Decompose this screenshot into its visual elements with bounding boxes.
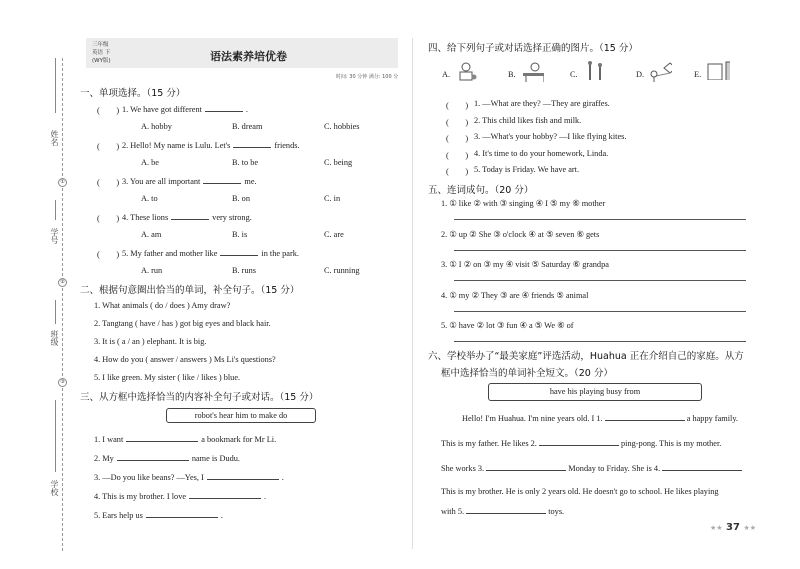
passage-blank-1[interactable] <box>605 413 685 421</box>
section-5-title: 五、连词成句。（20 分） <box>428 185 534 196</box>
circle-2: ② <box>58 278 67 287</box>
number-label: 学号 <box>50 228 59 244</box>
answer-line[interactable] <box>454 341 746 342</box>
fill-text-pre: 5. Ears help us <box>94 511 143 520</box>
giraffes-icon <box>582 60 606 80</box>
option-c[interactable]: C. in <box>324 194 341 203</box>
fill-text-pre: 3. —Do you like beans? —Yes, I <box>94 473 204 482</box>
choice-answer-paren[interactable]: ( ) <box>97 106 120 115</box>
section-6-title-line1: 六、学校举办了“最美家庭”评选活动，Huahua 正在介绍自己的家庭。从方 <box>428 351 744 362</box>
question-text: 2. Hello! My name is Lulu. Let's <box>122 141 231 150</box>
passage-blank-3[interactable] <box>486 463 566 471</box>
word-order-question: 4. ① my ② They ③ are ④ friends ⑤ animal <box>441 290 589 300</box>
school-field[interactable] <box>55 400 56 472</box>
grade-info: 三年级 英语 下 (WY版) <box>92 42 111 64</box>
option-a[interactable]: A. am <box>141 230 162 239</box>
circle-question[interactable]: 2. Tangtang ( have / has ) got big eyes and black hair. <box>94 319 271 328</box>
section-2-title: 二、根据句意圈出恰当的单词，补全句子。（15 分） <box>80 285 300 296</box>
question-end: in the park. <box>261 249 299 258</box>
word-box-3: robot's hear him to make do <box>166 408 316 423</box>
fill-text-post: name is Dudu. <box>191 454 240 463</box>
passage-blank-2[interactable] <box>539 438 619 446</box>
question-end: me. <box>244 177 257 186</box>
picture-question: 4. It's time to do your homework, Linda. <box>474 148 609 158</box>
fill-text-pre: 2. My <box>94 454 114 463</box>
question-text: 4. These lions <box>122 213 169 222</box>
circle-question[interactable]: 3. It is ( a / an ) elephant. It is big. <box>94 337 207 346</box>
question-blank[interactable] <box>171 212 209 220</box>
answer-line[interactable] <box>454 280 746 281</box>
option-c[interactable]: C. hobbies <box>324 122 360 131</box>
question-end: . <box>245 105 248 114</box>
question-text: 3. You are all important <box>122 177 201 186</box>
choice-question <box>122 104 248 114</box>
child-eating-icon <box>454 62 478 82</box>
flying-kite-icon <box>648 62 672 82</box>
circle-3: ③ <box>58 378 67 387</box>
passage-line-1: Hello! I'm Huahua. I'm nine years old. I 1. a happy family. <box>462 414 739 423</box>
section-4-title: 四、给下列句子或对话选择正确的图片。（15 分） <box>428 43 638 54</box>
answer-line[interactable] <box>454 219 746 220</box>
word-order-question: 5. ① have ② lot ③ fun ④ a ⑤ We ⑥ of <box>441 321 574 330</box>
option-a[interactable]: A. hobby <box>141 122 172 131</box>
option-b[interactable]: B. is <box>232 230 248 239</box>
word-order-question: 3. ① I ② on ③ my ④ visit ⑤ Saturday ⑥ grandpa <box>441 260 609 269</box>
fill-text-post: . <box>220 511 223 520</box>
option-a[interactable]: A. be <box>141 158 159 167</box>
choice-question <box>122 248 299 258</box>
fill-blank[interactable] <box>117 453 189 461</box>
cut-line <box>62 58 63 551</box>
name-field[interactable] <box>55 58 56 113</box>
question-blank[interactable] <box>203 176 241 184</box>
homework-desk-icon <box>520 62 544 82</box>
choice-question <box>122 212 252 222</box>
question-end: friends. <box>274 141 300 150</box>
fill-text-pre: 4. This is my brother. I love <box>94 492 187 501</box>
time-score-meta: 时间: 30 分钟 满分: 100 分 <box>336 74 399 80</box>
choice-answer-paren[interactable]: ( ) <box>97 178 120 187</box>
picture-answer-paren[interactable]: ( ) <box>446 167 469 176</box>
word-order-question: 2. ① up ② She ③ o'clock ④ at ⑤ seven ⑥ gets <box>441 229 600 239</box>
fill-text-post: a bookmark for Mr Li. <box>201 435 277 444</box>
picture-answer-paren[interactable]: ( ) <box>446 134 469 143</box>
option-c[interactable]: C. being <box>324 158 353 167</box>
circle-question[interactable]: 1. What animals ( do / does ) Amy draw? <box>94 301 231 310</box>
passage-line-4: This is my brother. He is only 2 years old. He doesn't go to school. He likes playing <box>441 487 719 496</box>
picture-question: 3. —What's your hobby? —I like flying kites. <box>474 132 627 141</box>
fill-text-post: . <box>281 473 284 482</box>
choice-answer-paren[interactable]: ( ) <box>97 214 120 223</box>
option-b[interactable]: B. runs <box>232 266 256 275</box>
option-b[interactable]: B. to be <box>232 158 259 167</box>
passage-line-3: She works 3. Monday to Friday. She is 4. <box>441 463 742 473</box>
pic-label-d: D. <box>636 70 645 79</box>
picture-answer-paren[interactable]: ( ) <box>446 150 469 160</box>
question-blank[interactable] <box>205 104 243 112</box>
picture-answer-paren[interactable]: ( ) <box>446 101 469 110</box>
question-blank[interactable] <box>233 140 271 148</box>
class-field[interactable] <box>55 300 56 324</box>
section-1-title: 一、单项选择。（15 分） <box>80 88 186 99</box>
passage-blank-5[interactable] <box>466 506 546 514</box>
passage-line-5: with 5. toys. <box>441 507 565 516</box>
section-6-title-line2: 框中选择恰当的单词补全短文。（20 分） <box>441 368 613 379</box>
fill-question <box>94 491 266 501</box>
name-label: 姓名 <box>50 130 59 146</box>
choice-question <box>122 176 257 186</box>
option-c[interactable]: C. are <box>324 230 344 239</box>
picture-question: 5. Today is Friday. We have art. <box>474 165 580 174</box>
page-number: ★★ 37 ★★ <box>709 522 756 533</box>
fill-blank[interactable] <box>126 434 198 442</box>
column-divider <box>412 38 413 549</box>
word-box-6: have his playing busy from <box>488 383 702 401</box>
word-order-question: 1. ① like ② with ③ singing ④ I ⑤ my ⑥ mother <box>441 199 606 208</box>
option-a[interactable]: A. to <box>141 194 158 203</box>
choice-answer-paren[interactable]: ( ) <box>97 250 120 259</box>
option-a[interactable]: A. run <box>141 266 163 275</box>
picture-answer-paren[interactable]: ( ) <box>446 117 469 127</box>
fill-question <box>94 510 223 520</box>
school-label: 学校 <box>50 480 59 496</box>
fill-blank[interactable] <box>146 510 218 518</box>
fill-question <box>94 453 240 463</box>
picture-question: 2. This child likes fish and milk. <box>474 115 582 125</box>
circle-1: ① <box>58 178 67 187</box>
question-text: 1. We have got different <box>122 105 202 114</box>
page-title: 语法素养培优卷 <box>210 50 287 63</box>
answer-line[interactable] <box>454 311 746 312</box>
question-text: 5. My father and mother like <box>122 249 218 258</box>
fill-question <box>94 472 284 482</box>
option-b[interactable]: B. on <box>232 194 250 203</box>
number-field[interactable] <box>55 200 56 220</box>
section-3-title: 三、从方框中选择恰当的内容补全句子或对话。（15 分） <box>80 392 319 403</box>
answer-line[interactable] <box>454 250 746 251</box>
circle-question[interactable]: 4. How do you ( answer / answers ) Ms Li's questions? <box>94 355 276 364</box>
pic-label-e: E. <box>694 70 702 79</box>
question-end: very strong. <box>212 213 252 222</box>
circle-question[interactable]: 5. I like green. My sister ( like / likes ) blue. <box>94 373 241 382</box>
fill-text-pre: 1. I want <box>94 435 124 444</box>
fill-blank[interactable] <box>189 491 261 499</box>
option-c[interactable]: C. running <box>324 266 360 275</box>
fill-blank[interactable] <box>207 472 279 480</box>
choice-answer-paren[interactable]: ( ) <box>97 142 120 151</box>
passage-blank-4[interactable] <box>662 463 742 471</box>
pic-label-c: C. <box>570 70 578 79</box>
option-b[interactable]: B. dream <box>232 122 263 131</box>
fill-text-post: . <box>264 492 267 501</box>
art-painting-icon <box>706 60 730 80</box>
question-blank[interactable] <box>220 248 258 256</box>
choice-question <box>122 140 300 150</box>
picture-question: 1. —What are they? —They are giraffes. <box>474 99 610 108</box>
pic-label-a: A. <box>442 70 451 79</box>
pic-label-b: B. <box>508 70 516 79</box>
class-label: 班级 <box>50 330 59 346</box>
fill-question <box>94 434 276 444</box>
binding-sidebar <box>0 0 70 569</box>
passage-line-2: This is my father. He likes 2. ping-pong. This is my mother. <box>441 439 722 448</box>
